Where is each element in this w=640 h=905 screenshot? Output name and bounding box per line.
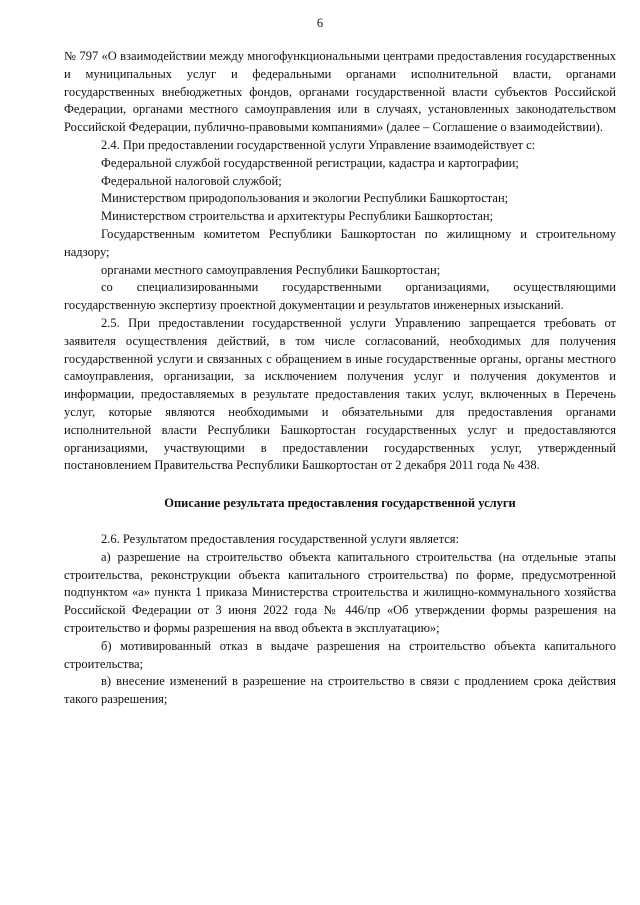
list-item-local-government: органами местного самоуправления Республики Башкортостан;: [101, 262, 441, 277]
paragraph-2-6: 2.6. Результатом предоставления государственной услуги является:: [101, 531, 459, 546]
list-item-rosreestr: Федеральной службой государственной регистрации, кадастра и картографии;: [101, 155, 519, 170]
page-number: 6: [316, 16, 324, 30]
list-item-expert-organizations: со специализированными государственными организациями, осуществляющими государственную экспертизу проектной документации и результатов инженерных изысканий.: [64, 280, 616, 313]
list-item-tax-service: Федеральной налоговой службой;: [101, 173, 282, 188]
result-item-a: а) разрешение на строительство объекта капитального строительства (на отдельные этапы строительства, реконструкции объекта капитального строительства) по форме, предусмотренной подпунктом «а» пункта 1 приказа Министерства строительства и жилищно-коммунального хозяйства Российской Федерации от 3 июня 2022 года № 446/пр «Об утверждении формы разрешения на строительство и формы разрешения на ввод объекта в эксплуатацию»;: [64, 549, 616, 635]
result-item-c: в) внесение изменений в разрешение на строительство в связи с продлением срока действия такого разрешения;: [64, 674, 616, 707]
section-heading: Описание результата предоставления государственной услуги: [164, 496, 516, 511]
list-item-ministry-ecology: Министерством природопользования и экологии Республики Башкортостан;: [101, 191, 509, 206]
paragraph-2-5: 2.5. При предоставлении государственной услуги Управлению запрещается требовать от заявителя осуществления действий, в том числе согласований, необходимых для получения государственной услуги и связанных с обращением в иные государственные органы, органы местного самоуправления, организации, за исключением получения услуг и получения документов и информации, предоставляемых в результате предоставления таких услуг, включенных в Перечень услуг, которые являются необходимыми и обязательными для предоставления органами исполнительной власти Республики Башкортостан государственных услуг и предоставляются организациями, участвующими в предоставлении государственных услуг, утвержденный постановлением Правительства Республики Башкортостан от 2 декабря 2011 года № 438.: [64, 315, 616, 473]
result-item-b: б) мотивированный отказ в выдаче разрешения на строительство объекта капитального строительства;: [64, 638, 616, 671]
list-item-state-committee: Государственным комитетом Республики Башкортостан по жилищному и строительному надзору;: [64, 226, 616, 259]
paragraph-agreement-reference: № 797 «О взаимодействии между многофункциональными центрами предоставления государственных и муниципальных услуг и федеральными органами исполнительной власти, органами государственных внебюджетных фондов, органами государственной власти субъектов Российской Федерации, органами местного самоуправления или в случаях, установленных законодательством Российской Федерации, публично-правовыми компаниями» (далее – Соглашение о взаимодействии).: [64, 49, 616, 135]
document-body: [64, 48, 616, 709]
paragraph-2-4: 2.4. При предоставлении государственной услуги Управление взаимодействует с:: [101, 137, 536, 152]
list-item-ministry-construction: Министерством строительства и архитектуры Республики Башкортостан;: [101, 209, 494, 224]
